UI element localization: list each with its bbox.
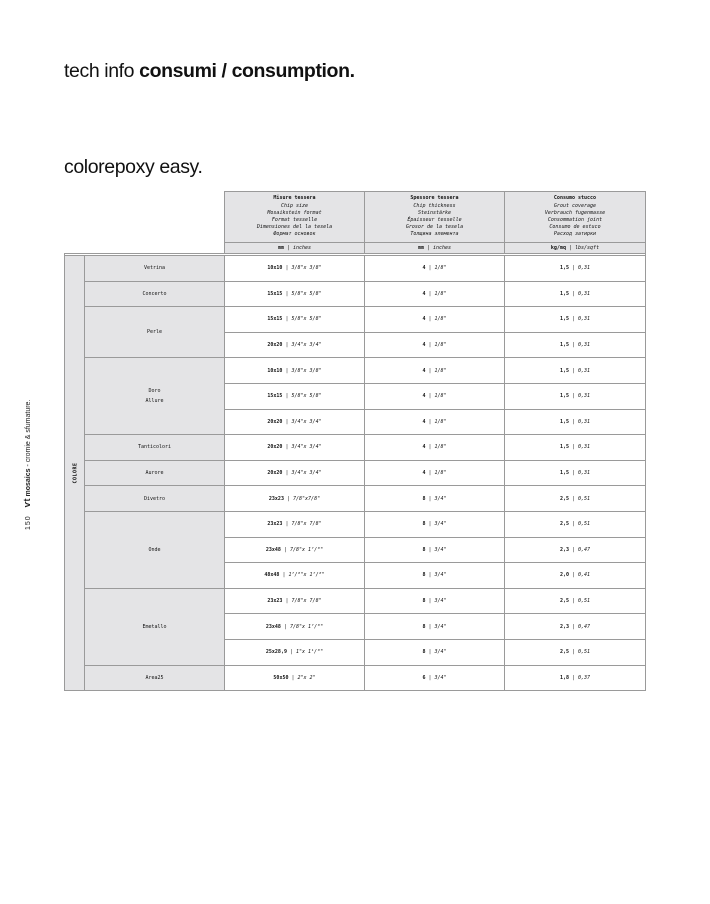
imperial-value: 1⁷/⁸"x 1⁷/⁸": [288, 572, 325, 579]
thickness-cell: 4 | 1/8": [365, 332, 505, 358]
metric-value: 23x48: [265, 623, 281, 630]
row-group-label-text: COLORE: [72, 462, 79, 484]
imperial-value: 0,31: [578, 342, 591, 349]
side-footer-text: - cromie & sfumature.: [25, 399, 32, 469]
product-name: [85, 281, 225, 307]
column-header-translation: Épaisseur tesselle: [407, 217, 462, 223]
thickness-cell: 8 | 3/4": [365, 563, 505, 589]
table-row: [65, 256, 646, 282]
column-header-translation: Расход затирки: [553, 231, 597, 238]
metric-value: 1,8: [559, 674, 569, 681]
imperial-value: 1/8": [434, 316, 447, 323]
column-header-translation: Mosaikstein format: [267, 209, 322, 216]
chip-size-cell: 23x48 | 7/8"x 1⁷/⁸": [225, 537, 365, 563]
unit-metric: kg/mq: [550, 245, 566, 251]
chip-size-cell: 10x10 | 3/8"x 3/8": [225, 358, 365, 384]
table-row: [65, 281, 646, 307]
thickness-cell: 4 | 1/8": [365, 435, 505, 461]
metric-value: 4: [422, 470, 426, 477]
table-row: [65, 358, 646, 384]
imperial-value: 0,31: [578, 393, 591, 400]
imperial-value: 1/8": [434, 342, 447, 349]
imperial-value: 5/8"x 5/8": [291, 316, 322, 323]
metric-value: 1,5: [559, 342, 569, 349]
product-name-text: Vetrina: [143, 265, 166, 272]
grout-coverage-cell: 1,5 | 0,31: [505, 383, 646, 409]
metric-value: 1,5: [559, 444, 569, 451]
metric-value: 2,5: [559, 598, 569, 605]
imperial-value: 3/8"x 3/8": [291, 367, 322, 374]
metric-value: 8: [422, 521, 426, 528]
thickness-cell: 4 | 1/8": [365, 409, 505, 435]
thickness-cell: 4 | 1/8": [365, 281, 505, 307]
imperial-value: 0,47: [578, 623, 591, 630]
column-header-translation: Consommation joint: [547, 217, 603, 223]
unit-metric: mm: [417, 245, 424, 251]
metric-value: 20x20: [267, 470, 283, 477]
metric-value: 2,3: [559, 623, 569, 630]
product-name: [85, 588, 225, 665]
section-subtitle: colorepoxy easy.: [64, 156, 203, 178]
product-name: [85, 486, 225, 512]
imperial-value: 1/8": [434, 418, 447, 425]
grout-coverage-cell: 1,5 | 0,31: [505, 358, 646, 384]
metric-value: 1,5: [559, 393, 569, 400]
column-header-translation: Grout coverage: [553, 202, 597, 209]
vt-logo-icon: ѵt: [22, 498, 32, 508]
brand-name: mosaics: [25, 468, 32, 497]
metric-value: 20x20: [267, 342, 283, 349]
chip-size-cell: 20x20 | 3/4"x 3/4": [225, 435, 365, 461]
unit-imperial: inches: [293, 245, 312, 251]
column-header: [365, 192, 505, 243]
unit-imperial: lbs/sqft: [575, 245, 600, 251]
thickness-cell: 4 | 1/8": [365, 358, 505, 384]
metric-value: 1,5: [559, 290, 569, 297]
thickness-cell: 8 | 3/4": [365, 537, 505, 563]
imperial-value: 0,31: [578, 265, 591, 272]
product-name: [85, 665, 225, 691]
product-name-text: Divetro: [143, 495, 166, 502]
imperial-value: 3/4"x 3/4": [291, 342, 322, 349]
metric-value: 8: [422, 572, 426, 579]
metric-value: 4: [422, 316, 426, 323]
metric-value: 4: [422, 342, 426, 349]
product-name: [85, 511, 225, 588]
grout-coverage-cell: 1,5 | 0,31: [505, 435, 646, 461]
chip-size-cell: 50x50 | 2"x 2": [225, 665, 365, 691]
grout-coverage-cell: 2,5 | 0,51: [505, 511, 646, 537]
grout-coverage-cell: 2,5 | 0,51: [505, 639, 646, 665]
chip-size-cell: 20x20 | 3/4"x 3/4": [225, 332, 365, 358]
grout-coverage-cell: 2,5 | 0,51: [505, 588, 646, 614]
chip-size-cell: 25x28,9 | 1"x 1¹/⁸": [225, 639, 365, 665]
imperial-value: 0,31: [578, 444, 591, 451]
thickness-cell: 8 | 3/4": [365, 614, 505, 640]
metric-value: 1,5: [559, 265, 569, 272]
unit-imperial: inches: [433, 245, 452, 251]
imperial-value: 1/8": [434, 265, 447, 272]
unit-header: mm | inches: [365, 243, 505, 254]
grout-coverage-cell: 1,5 | 0,31: [505, 256, 646, 282]
imperial-value: 0,31: [578, 470, 591, 477]
thickness-cell: 4 | 1/8": [365, 383, 505, 409]
imperial-value: 0,31: [578, 367, 591, 374]
column-header-translation: Chip size: [280, 202, 309, 209]
column-header-translation: Format tesselle: [271, 217, 318, 223]
side-footer: [22, 400, 32, 530]
metric-value: 15x15: [267, 316, 283, 323]
metric-value: 25x28,9: [265, 649, 287, 656]
metric-value: 6: [422, 674, 426, 681]
imperial-value: 0,31: [578, 290, 591, 297]
column-header-translation: Grosor de la tesela: [405, 224, 464, 231]
imperial-value: 0,31: [578, 418, 591, 425]
metric-value: 23x23: [268, 495, 284, 502]
metric-value: 20x20: [267, 444, 283, 451]
metric-value: 15x15: [267, 393, 283, 400]
imperial-value: 7/8"x 1⁷/⁸": [289, 623, 324, 630]
grout-coverage-cell: 1,5 | 0,31: [505, 307, 646, 333]
column-header-title: Spessore tessera: [410, 195, 459, 202]
table-row: [65, 307, 646, 333]
imperial-value: 7/8"x 1⁷/⁸": [289, 546, 324, 553]
unit-header: kg/mq | lbs/sqft: [505, 243, 646, 254]
product-name: [85, 358, 225, 435]
imperial-value: 2"x 2": [297, 674, 316, 681]
imperial-value: 0,37: [578, 674, 591, 681]
metric-value: 2,5: [559, 521, 569, 528]
thickness-cell: 4 | 1/8": [365, 460, 505, 486]
metric-value: 4: [422, 367, 426, 374]
grout-coverage-cell: 2,3 | 0,47: [505, 537, 646, 563]
grout-coverage-cell: 1,5 | 0,31: [505, 332, 646, 358]
imperial-value: 7/8"x 7/8": [291, 521, 322, 528]
chip-size-cell: 48x48 | 1⁷/⁸"x 1⁷/⁸": [225, 563, 365, 589]
metric-value: 15x15: [267, 290, 283, 297]
product-name: [85, 435, 225, 461]
table-body: [65, 192, 646, 691]
column-header-translation: Толщина элемента: [410, 231, 459, 238]
metric-value: 4: [422, 418, 426, 425]
chip-size-cell: 10x10 | 3/8"x 3/8": [225, 256, 365, 282]
product-name: [85, 307, 225, 358]
metric-value: 48x48: [264, 572, 280, 579]
imperial-value: 3/4": [434, 521, 447, 528]
imperial-value: 0,51: [578, 521, 591, 528]
table-row: [65, 511, 646, 537]
product-name-text: Allure: [145, 398, 164, 405]
table-row: [65, 486, 646, 512]
metric-value: 50x50: [273, 674, 289, 681]
imperial-value: 3/4": [434, 495, 447, 502]
unit-metric: mm: [277, 245, 284, 251]
imperial-value: 3/4": [434, 623, 447, 630]
imperial-value: 3/4"x 3/4": [291, 470, 322, 477]
table-corner: [65, 243, 225, 254]
imperial-value: 3/4"x 3/4": [291, 418, 322, 425]
column-header: [225, 192, 365, 243]
imperial-value: 0,41: [578, 572, 591, 579]
table-row: [65, 460, 646, 486]
imperial-value: 0,51: [578, 495, 591, 502]
column-header-title: Misure tessera: [273, 195, 316, 202]
imperial-value: 3/4": [434, 572, 447, 579]
thickness-cell: 4 | 1/8": [365, 256, 505, 282]
metric-value: 1,5: [559, 418, 569, 425]
grout-coverage-cell: 1,8 | 0,37: [505, 665, 646, 691]
imperial-value: 5/8"x 5/8": [291, 290, 322, 297]
thickness-cell: 8 | 3/4": [365, 588, 505, 614]
metric-value: 10x10: [267, 367, 283, 374]
metric-value: 2,5: [559, 495, 569, 502]
metric-value: 1,5: [559, 316, 569, 323]
metric-value: 2,5: [559, 649, 569, 656]
imperial-value: 1/8": [434, 393, 447, 400]
metric-value: 8: [422, 623, 426, 630]
chip-size-cell: 15x15 | 5/8"x 5/8": [225, 281, 365, 307]
metric-value: 8: [422, 495, 426, 502]
grout-coverage-cell: 1,5 | 0,31: [505, 460, 646, 486]
metric-value: 2,0: [559, 572, 569, 579]
column-header-translation: Chip thickness: [413, 202, 456, 209]
imperial-value: 7/8"x7/8": [293, 495, 321, 502]
imperial-value: 1/8": [434, 470, 447, 477]
imperial-value: 3/4"x 3/4": [291, 444, 322, 451]
imperial-value: 1/8": [434, 290, 447, 297]
metric-value: 8: [422, 598, 426, 605]
grout-coverage-cell: 1,5 | 0,31: [505, 409, 646, 435]
product-name-text: Tanticolori: [137, 444, 172, 451]
imperial-value: 3/8"x 3/8": [291, 265, 322, 272]
imperial-value: 3/4": [434, 649, 447, 656]
metric-value: 2,3: [559, 546, 569, 553]
grout-coverage-cell: 2,3 | 0,47: [505, 614, 646, 640]
imperial-value: 0,31: [578, 316, 591, 323]
imperial-value: 1/8": [434, 444, 447, 451]
imperial-value: 1"x 1¹/⁸": [296, 649, 324, 656]
metric-value: 23x23: [267, 521, 283, 528]
chip-size-cell: 15x15 | 5/8"x 5/8": [225, 383, 365, 409]
unit-header: mm | inches: [225, 243, 365, 254]
page-title-light: tech info: [64, 60, 140, 82]
chip-size-cell: 15x15 | 5/8"x 5/8": [225, 307, 365, 333]
chip-size-cell: 23x23 | 7/8"x 7/8": [225, 588, 365, 614]
column-header-translation: Consumo de estuco: [549, 224, 601, 231]
metric-value: 4: [422, 265, 426, 272]
metric-value: 1,5: [559, 470, 569, 477]
chip-size-cell: 20x20 | 3/4"x 3/4": [225, 409, 365, 435]
imperial-value: 0,51: [578, 649, 591, 656]
metric-value: 4: [422, 290, 426, 297]
column-header-translation: Steinstärke: [417, 209, 452, 216]
page-number: 150: [25, 515, 32, 530]
metric-value: 20x20: [267, 418, 283, 425]
grout-coverage-cell: 1,5 | 0,31: [505, 281, 646, 307]
product-name: [85, 256, 225, 282]
page-title: [64, 60, 355, 83]
chip-size-cell: 23x48 | 7/8"x 1⁷/⁸": [225, 614, 365, 640]
page-title-bold: consumi / consumption.: [139, 60, 355, 82]
metric-value: 8: [422, 649, 426, 656]
grout-coverage-cell: 2,0 | 0,41: [505, 563, 646, 589]
imperial-value: 7/8"x 7/8": [291, 598, 322, 605]
chip-size-cell: 23x23 | 7/8"x7/8": [225, 486, 365, 512]
metric-value: 23x23: [267, 598, 283, 605]
metric-value: 4: [422, 393, 426, 400]
imperial-value: 5/8"x 5/8": [291, 393, 322, 400]
row-group-label: [65, 256, 85, 691]
imperial-value: 0,47: [578, 546, 591, 553]
product-name: [85, 460, 225, 486]
chip-size-cell: 23x23 | 7/8"x 7/8": [225, 511, 365, 537]
metric-value: 8: [422, 546, 426, 553]
metric-value: 1,5: [559, 367, 569, 374]
thickness-cell: 8 | 3/4": [365, 639, 505, 665]
column-header-translation: Формат основок: [273, 231, 316, 238]
imperial-value: 3/4": [434, 598, 447, 605]
thickness-cell: 8 | 3/4": [365, 486, 505, 512]
thickness-cell: 8 | 3/4": [365, 511, 505, 537]
table-row: [65, 435, 646, 461]
product-name-text: Emetallo: [142, 623, 167, 630]
metric-value: 10x10: [267, 265, 283, 272]
product-name-text: Concerto: [142, 290, 167, 297]
product-name-text: Doro: [148, 388, 161, 395]
chip-size-cell: 20x20 | 3/4"x 3/4": [225, 460, 365, 486]
imperial-value: 0,51: [578, 598, 591, 605]
imperial-value: 3/4": [434, 674, 447, 681]
metric-value: 4: [422, 444, 426, 451]
consumption-table: [64, 191, 646, 691]
column-header-translation: Dimensiones del la tesela: [256, 224, 333, 231]
grout-coverage-cell: 2,5 | 0,51: [505, 486, 646, 512]
metric-value: 23x48: [265, 546, 281, 553]
column-header-translation: Verbrauch fugenmasse: [544, 209, 606, 216]
product-name-text: Perle: [146, 329, 163, 336]
product-name-text: Area25: [145, 674, 164, 681]
column-header: [505, 192, 646, 243]
imperial-value: 3/4": [434, 546, 447, 553]
table-row: [65, 665, 646, 691]
thickness-cell: 6 | 3/4": [365, 665, 505, 691]
column-header-title: Consumo stucco: [553, 195, 597, 202]
table-row: [65, 588, 646, 614]
imperial-value: 1/8": [434, 367, 447, 374]
product-name-text: Onde: [148, 546, 161, 553]
thickness-cell: 4 | 1/8": [365, 307, 505, 333]
table-corner: [65, 192, 225, 243]
product-name-text: Aurore: [145, 470, 164, 477]
